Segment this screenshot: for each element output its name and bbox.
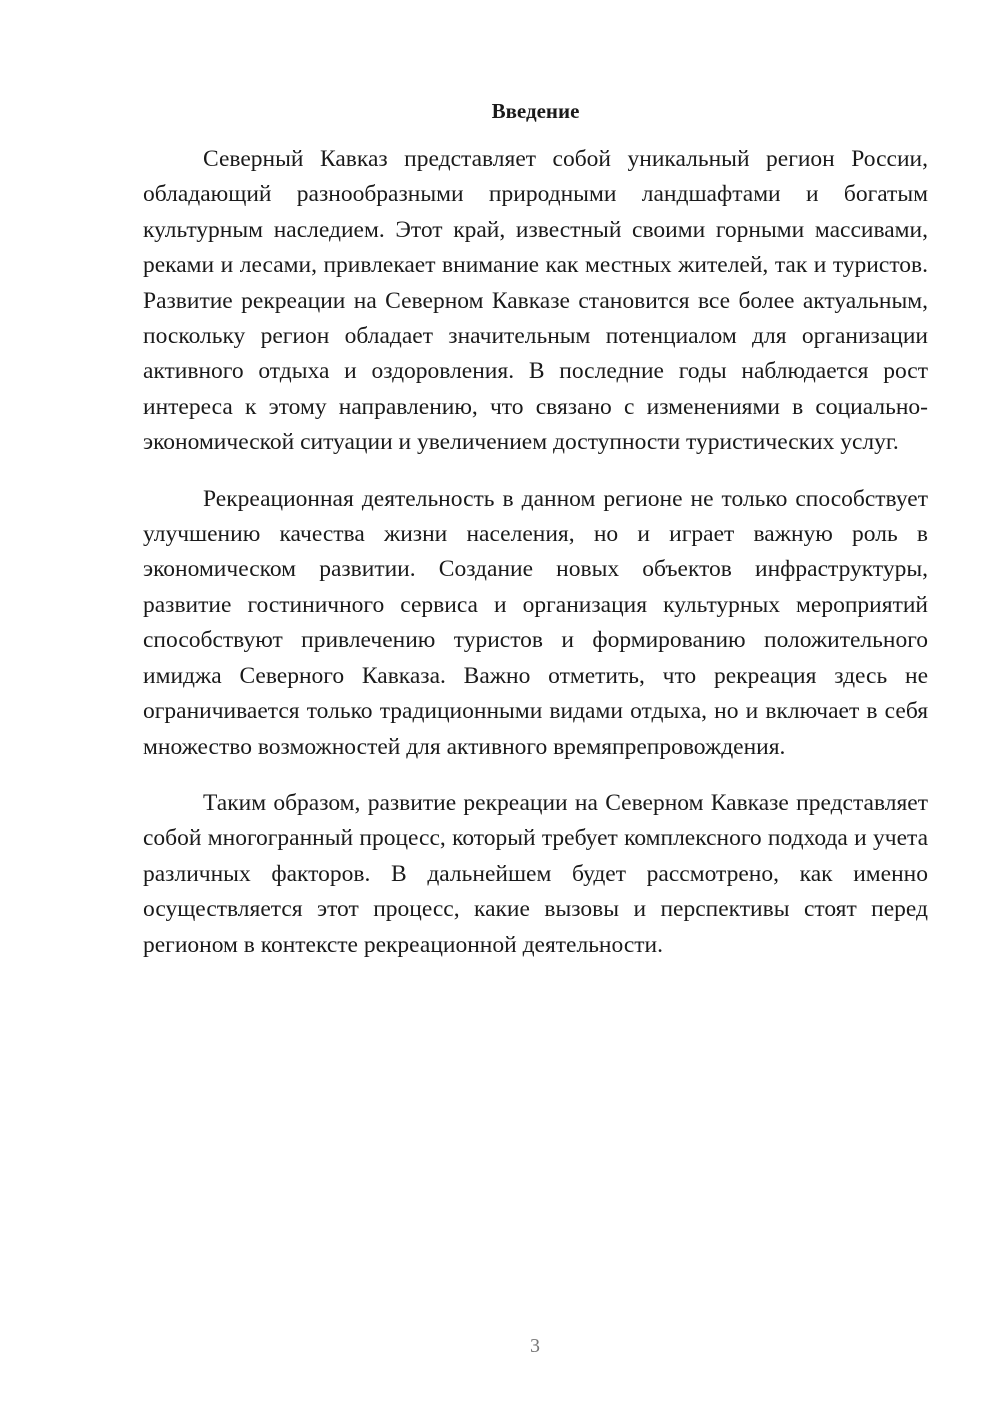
document-body [143,142,928,984]
paragraph-1: Северный Кавказ представляет собой уникальный регион России, обладающий разнообразными природными ландшафтами и богатым культурным наследием. Этот край, известный своими горными массивами, реками и лесами, привлекает внимание как местных жителей, так и туристов. Развитие рекреации на Северном Кавказе становится все более актуальным, поскольку регион обладает значительным потенциалом для организации активного отдыха и оздоровления. В последние годы наблюдается рост интереса к этому направлению, что связано с изменениями в социально-экономической ситуации и увеличением доступности туристических услуг. [143,146,928,456]
paragraph-3: Таким образом, развитие рекреации на Северном Кавказе представляет собой многогранный процесс, который требует комплексного подхода и учета различных факторов. В дальнейшем будет рассмотрено, как именно осуществляется этот процесс, какие вызовы и перспективы стоят перед регионом в контексте рекреационной деятельности. [143,789,928,958]
paragraph-2: Рекреационная деятельность в данном регионе не только способствует улучшению качества жизни населения, но и играет важную роль в экономическом развитии. Создание новых объектов инфраструктуры, развитие гостиничного сервиса и организация культурных мероприятий способствуют привлечению туристов и формированию положительного имиджа Северного Кавказа. Важно отметить, что рекреация здесь не ограничивается только традиционными видами отдыха, но и включает в себя множество возможностей для активного времяпрепровождения. [143,485,928,760]
page-number: 3 [530,1335,540,1357]
page-title: Введение [491,99,580,123]
